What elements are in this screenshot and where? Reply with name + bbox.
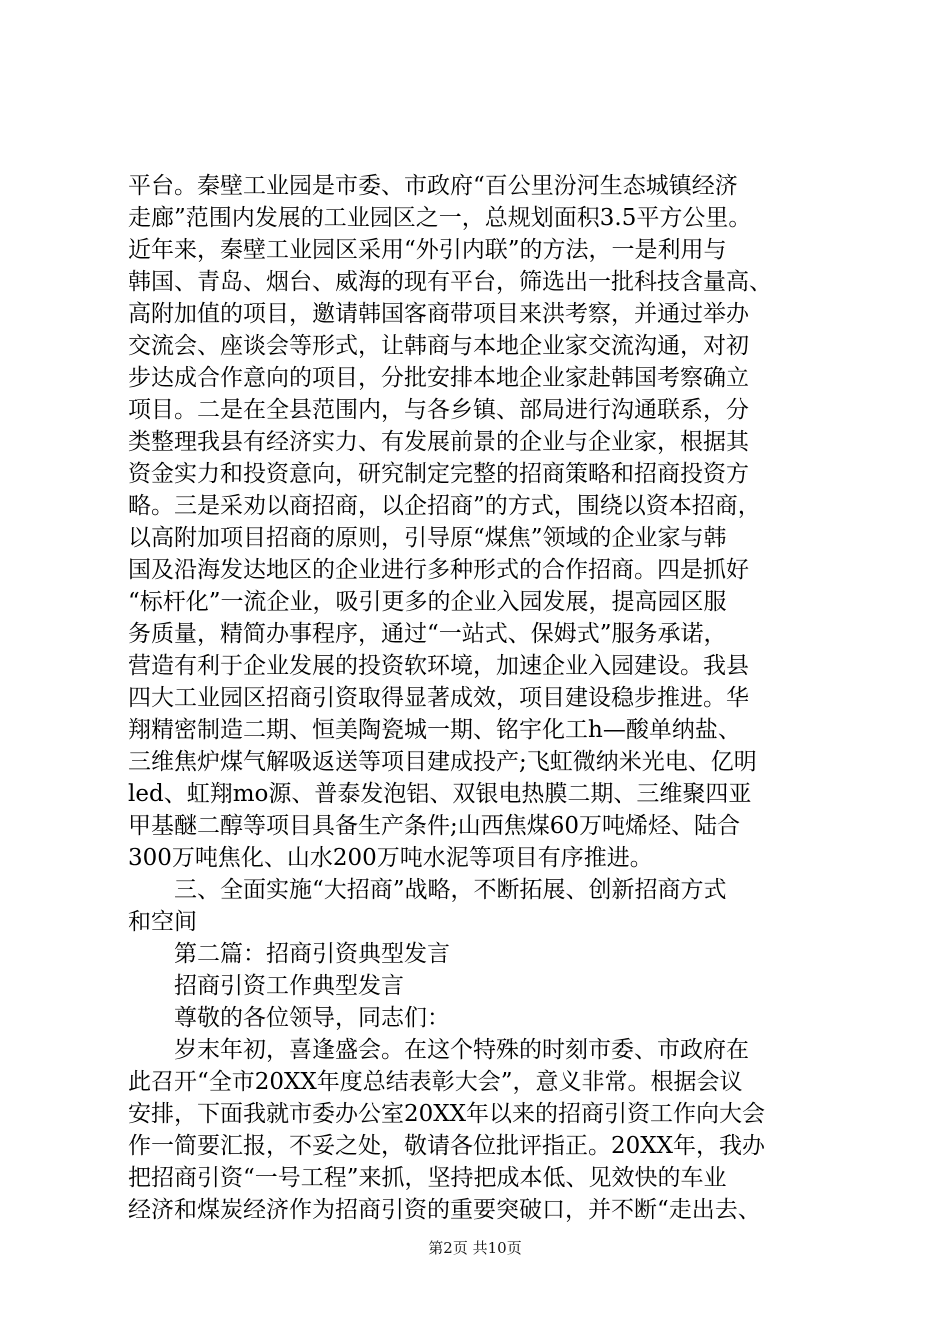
text-line: 四大工业园区招商引资取得显著成效，项目建设稳步推进。华 bbox=[128, 685, 749, 711]
text-line: 三维焦炉煤气解吸返送等项目建成投产;飞虹微纳米光电、亿明 bbox=[128, 749, 757, 775]
text-line: 项目。二是在全县范围内，与各乡镇、部局进行沟通联系，分 bbox=[128, 397, 749, 423]
text-line: 经济和煤炭经济作为招商引资的重要突破口，并不断“走出去、 bbox=[128, 1197, 761, 1223]
text-line: 韩国、青岛、烟台、威海的现有平台，筛选出一批科技含量高、 bbox=[128, 269, 772, 295]
text-line: 务质量，精简办事程序，通过“一站式、保姆式”服务承诺， bbox=[128, 621, 727, 647]
text-line: 把招商引资“一号工程”来抓，坚持把成本低、见效快的车业 bbox=[128, 1165, 727, 1191]
text-line: 营造有利于企业发展的投资软环境，加速企业入园建设。我县 bbox=[128, 653, 749, 679]
text-line: 甲基醚二醇等项目具备生产条件;山西焦煤60万吨烯烃、陆合 bbox=[128, 813, 741, 839]
text-line: led、虹翔mo源、普泰发泡铝、双银电热膜二期、三维聚四亚 bbox=[128, 781, 752, 807]
section-heading: 三、全面实施“大招商”战略，不断拓展、创新招商方式 bbox=[174, 877, 727, 903]
text-line: 平台。秦壁工业园是市委、市政府“百公里汾河生态城镇经济 bbox=[128, 173, 738, 199]
text-line: 步达成合作意向的项目，分批安排本地企业家赴韩国考察确立 bbox=[128, 365, 749, 391]
text-line: 以高附加项目招商的原则，引导原“煤焦”领域的企业家与韩 bbox=[128, 525, 727, 551]
text-line: 高附加值的项目，邀请韩国客商带项目来洪考察，并通过举办 bbox=[128, 301, 749, 327]
page-number-footer: 第2页 共10页 bbox=[428, 1239, 522, 1257]
text-line: 安排，下面我就市委办公室20XX年以来的招商引资工作向大会 bbox=[128, 1101, 766, 1127]
text-line: 300万吨焦化、山水200万吨水泥等项目有序推进。 bbox=[128, 845, 653, 871]
chapter-title: 第二篇：招商引资典型发言 bbox=[174, 941, 450, 967]
text-line: 作一简要汇报，不妥之处，敬请各位批评指正。20XX年，我办 bbox=[128, 1133, 766, 1159]
speech-title: 招商引资工作典型发言 bbox=[174, 973, 404, 999]
text-line: 资金实力和投资意向，研究制定完整的招商策略和招商投资方 bbox=[128, 461, 749, 487]
text-line: 此召开“全市20XX年度总结表彰大会”，意义非常。根据会议 bbox=[128, 1069, 743, 1095]
section-heading-continued: 和空间 bbox=[128, 909, 197, 935]
text-line: 略。三是采劝以商招商，以企招商”的方式，围绕以资本招商， bbox=[128, 493, 761, 519]
document-body bbox=[128, 170, 840, 1226]
text-line: 走廊”范围内发展的工业园区之一，总规划面积3.5平方公里。 bbox=[128, 205, 752, 231]
salutation: 尊敬的各位领导，同志们： bbox=[174, 1005, 450, 1031]
text-line: 国及沿海发达地区的企业进行多种形式的合作招商。四是抓好 bbox=[128, 557, 749, 583]
text-line: 交流会、座谈会等形式，让韩商与本地企业家交流沟通，对初 bbox=[128, 333, 749, 359]
text-line: 近年来，秦壁工业园区采用“外引内联”的方法，一是利用与 bbox=[128, 237, 727, 263]
text-line: 类整理我县有经济实力、有发展前景的企业与企业家，根据其 bbox=[128, 429, 749, 455]
text-line: 翔精密制造二期、恒美陶瓷城一期、铭宇化工h—酸单纳盐、 bbox=[128, 717, 741, 743]
text-line: 岁末年初，喜逢盛会。在这个特殊的时刻市委、市政府在 bbox=[174, 1037, 749, 1063]
text-line: “标杆化”一流企业，吸引更多的企业入园发展，提高园区服 bbox=[128, 589, 727, 615]
